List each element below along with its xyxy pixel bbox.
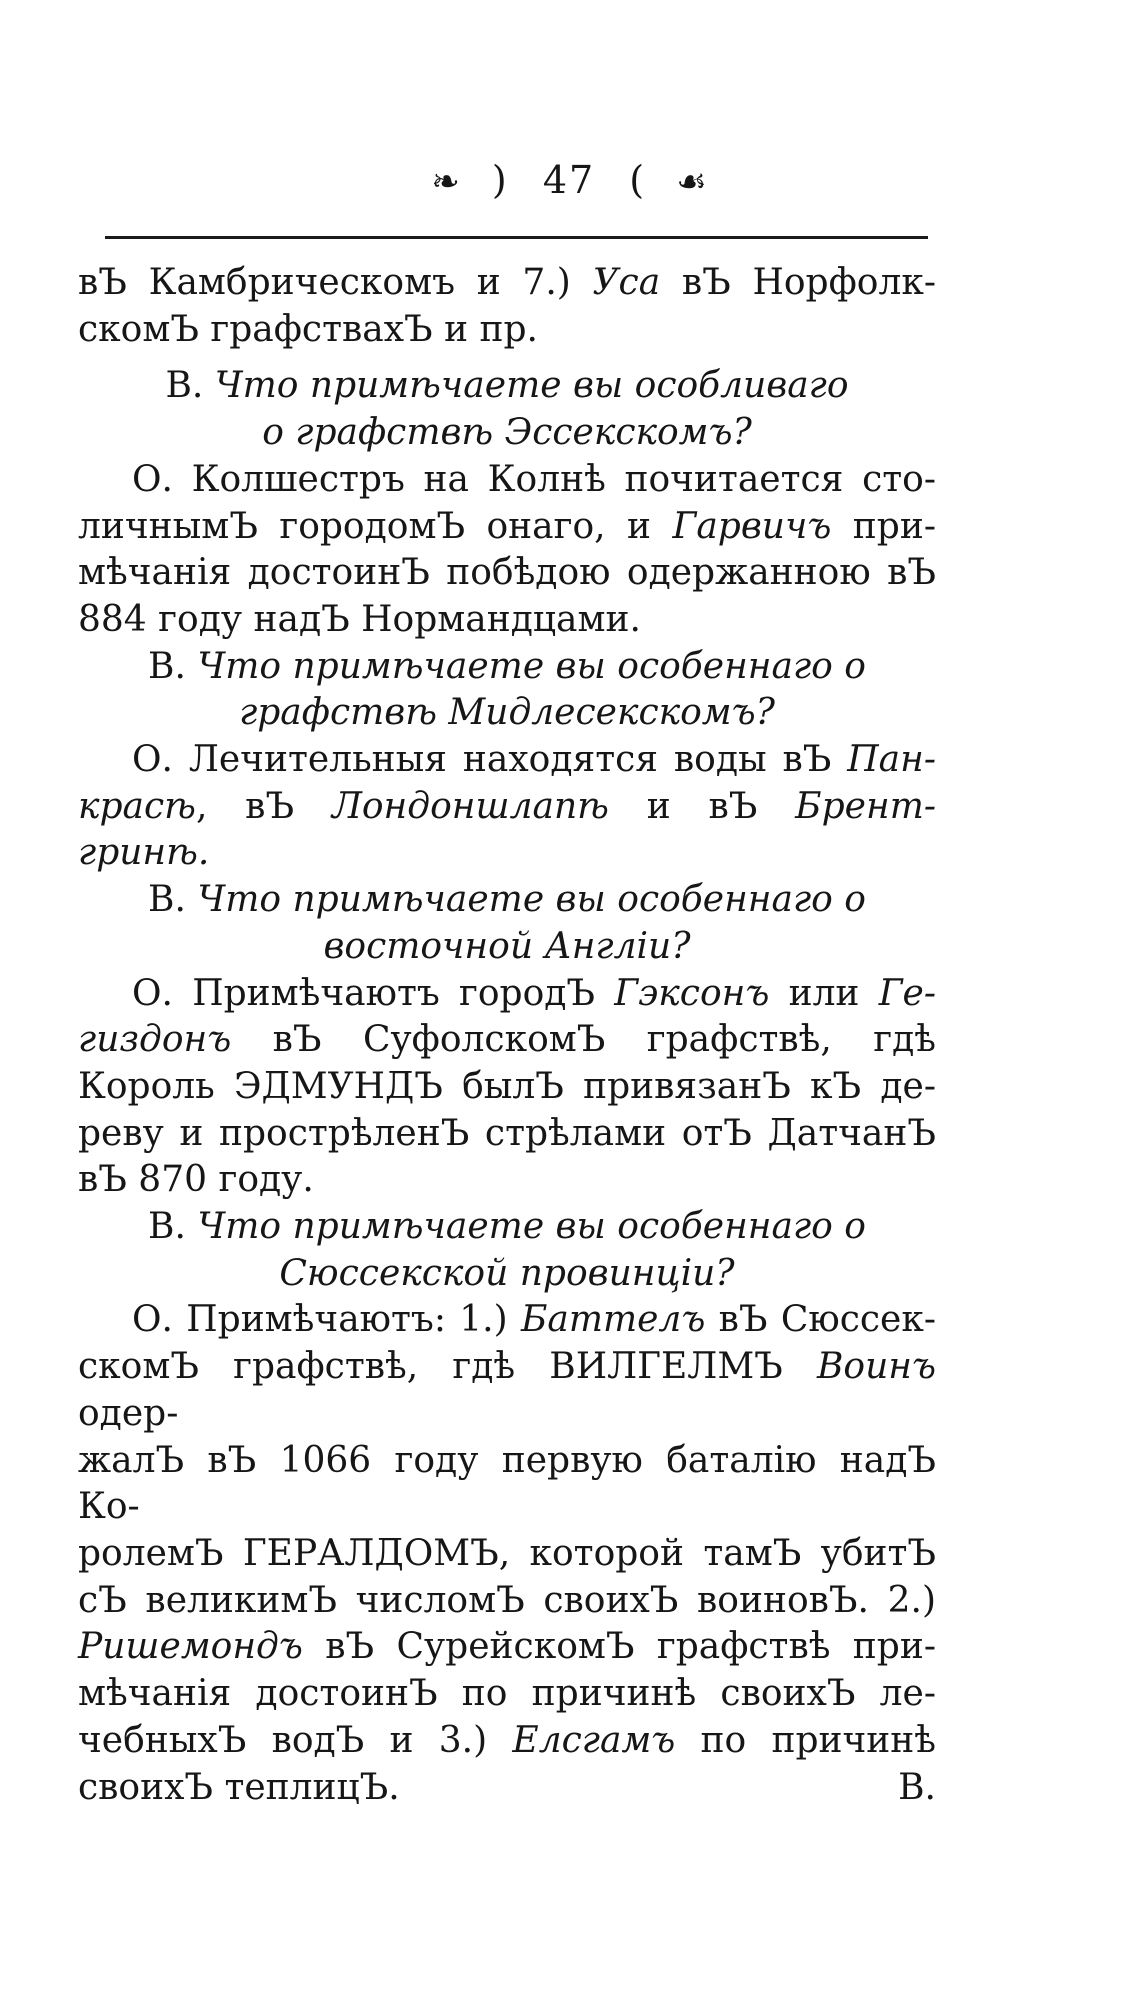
text-span: чебныхЪ водЪ и 3.) (78, 1719, 513, 1761)
header-rule (105, 236, 928, 239)
answer-1-line (78, 504, 936, 551)
question-text: Что примѣчаете вы особеннаго о (197, 879, 866, 921)
text-span: О. Примѣчаютъ: 1.) (132, 1299, 521, 1341)
answer-1-line: О. Колшестръ на Колнѣ почитается сто- (132, 458, 936, 500)
question-1 (78, 363, 936, 410)
question-label: В. (148, 879, 186, 921)
place-name: Ге- (878, 972, 936, 1014)
place-name: Гэксонъ (614, 972, 770, 1014)
answer-4-line (78, 1297, 936, 1344)
answer-4-line: мѣчанія достоинЪ по причинѣ своихЪ ле- (78, 1673, 936, 1715)
answer-1-line: мѣчанія достоинЪ побѣдою одержанною вЪ (78, 552, 936, 594)
question-1-cont: о графствѣ Эссекскомъ? (262, 412, 752, 454)
answer-2-line (78, 784, 936, 831)
page-text (78, 260, 936, 1811)
catchword: В. (898, 1766, 936, 1808)
question-3 (78, 877, 936, 924)
text-line: скомЪ графствахЪ и пр. (78, 308, 539, 350)
text-span: О. Лечительныя находятся воды вЪ (132, 739, 848, 781)
place-name: Брент- (795, 785, 936, 827)
text-span: по причинѣ (675, 1719, 936, 1761)
right-ornament-icon: ☙ (676, 162, 709, 202)
question-label: В. (165, 365, 204, 407)
question-4 (78, 1204, 936, 1251)
header-paren-left: ) (491, 158, 509, 202)
answer-4-line: жалЪ вЪ 1066 году первую баталію надЪ Ко- (78, 1439, 936, 1528)
answer-4-line: сЪ великимЪ числомЪ своихЪ воиновЪ. 2.) (78, 1579, 936, 1621)
text-span: , вЪ (195, 785, 332, 827)
text-span: вЪ Сюссек- (705, 1299, 936, 1341)
answer-4-line: ролемЪ ГЕРАЛДОМЪ, которой тамЪ убитЪ (78, 1532, 936, 1574)
header-paren-right: ( (629, 158, 647, 202)
question-4-cont: Сюссекской провинціи? (279, 1252, 735, 1294)
answer-2-line: гринѣ. (78, 832, 210, 874)
answer-4-last-line (78, 1765, 936, 1812)
spacer (78, 353, 936, 363)
page-header (0, 158, 1140, 202)
text-line (78, 260, 936, 307)
place-name: Пан- (847, 739, 936, 781)
place-name: Елсгамъ (512, 1719, 676, 1761)
answer-4-line (78, 1344, 936, 1437)
text-span: вЪ СуфолскомЪ графствѣ, гдѣ (231, 1019, 936, 1061)
text-span: одер- (78, 1392, 179, 1434)
text-span: личнымЪ городомЪ онаго, и (78, 505, 673, 547)
page-number: 47 (542, 158, 596, 202)
question-3-cont: восточной Англіи? (323, 925, 691, 967)
answer-3-line (78, 1017, 936, 1064)
place-name: Уса (592, 262, 661, 303)
answer-4-line (78, 1624, 936, 1671)
question-label: В. (148, 1206, 186, 1248)
question-text: Что примѣчаете вы особеннаго о (197, 645, 866, 687)
answer-3-line: реву и прострѣленЪ стрѣлами отЪ ДатчанЪ (78, 1112, 936, 1154)
text-span: скомЪ графствѣ, гдѣ ВИЛГЕЛМЪ (78, 1346, 817, 1388)
answer-4-line (78, 1718, 936, 1765)
text-span: при- (831, 505, 936, 547)
question-2-cont: графствѣ Мидлесекскомъ? (239, 692, 775, 734)
answer-3-line: Король ЭДМУНДЪ былЪ привязанЪ кЪ де- (78, 1065, 936, 1107)
place-name: Лондоншлапѣ (331, 785, 609, 827)
answer-3-line: вЪ 870 году. (78, 1159, 314, 1201)
answer-2-line (78, 737, 936, 784)
answer-1-line: 884 году надЪ Нормандцами. (78, 598, 641, 640)
text-span: вЪ СурейскомЪ графствѣ при- (302, 1626, 936, 1668)
place-name: Баттелъ (520, 1299, 706, 1341)
text-span: вЪ Норфолк- (660, 262, 936, 303)
place-name: красѣ (78, 785, 196, 827)
question-text: Что примѣчаете вы особливаго (214, 365, 849, 407)
text-span: О. Примѣчаютъ городЪ (132, 972, 615, 1014)
text-span: своихЪ теплицЪ. (78, 1766, 400, 1808)
question-text: Что примѣчаете вы особеннаго о (197, 1206, 866, 1248)
text-span: и вЪ (608, 785, 796, 827)
place-name: Ришемондъ (78, 1626, 303, 1668)
place-name: Гарвичъ (672, 505, 832, 547)
question-2 (78, 644, 936, 691)
text-span: или (769, 972, 879, 1014)
left-ornament-icon: ❧ (431, 162, 462, 202)
place-name: Воинъ (816, 1346, 936, 1388)
question-label: В. (148, 645, 186, 687)
place-name: гиздонъ (78, 1019, 232, 1061)
text-span: вЪ Камбрическомъ и 7.) (78, 262, 593, 303)
answer-3-line (78, 971, 936, 1018)
